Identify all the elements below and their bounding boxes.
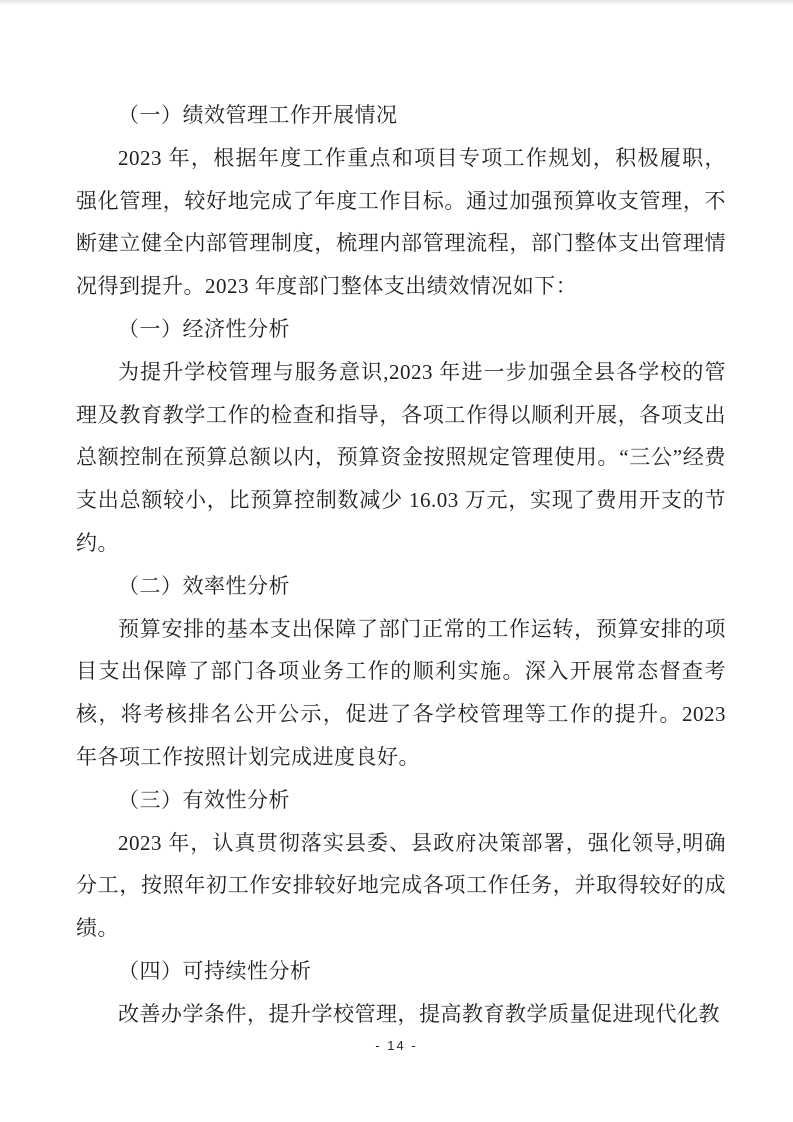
paragraph-effectiveness-analysis: 2023 年，认真贯彻落实县委、县政府决策部署，强化领导,明确分工，按照年初工作安排较好地完成各项工作任务，并取得较好的成绩。 [76, 830, 726, 941]
page-number: - 14 - [375, 1038, 418, 1053]
paragraph-economy-analysis: 为提升学校管理与服务意识,2023 年进一步加强全县各学校的管理及教育教学工作的检查和指导，各项工作得以顺利开展，各项支出总额控制在预算总额以内，预算资金按照规定管理使用。“三公”经费支出总额较小，比预算控制数减少 16.03 万元，实现了费用开支的节约。 [76, 359, 726, 555]
section-heading-economy-analysis: （一）经济性分析 [118, 316, 290, 341]
paragraph-efficiency-analysis: 预算安排的基本支出保障了部门正常的工作运转，预算安排的项目支出保障了部门各项业务工作的顺利实施。深入开展常态督查考核，将考核排名公开公示，促进了各学校管理等工作的提升。2023 年各项工作按照计划完成进度良好。 [76, 616, 726, 769]
section-heading-effectiveness-analysis: （三）有效性分析 [118, 787, 290, 812]
paragraph-sustainability-analysis: 改善办学条件，提升学校管理，提高教育教学质量促进现代化教 [118, 1001, 720, 1026]
paragraph-performance-management-overview: 2023 年，根据年度工作重点和项目专项工作规划，积极履职，强化管理，较好地完成了年度工作目标。通过加强预算收支管理，不断建立健全内部管理制度，梳理内部管理流程，部门整体支出管理情况得到提升。2023 年度部门整体支出绩效情况如下： [76, 145, 726, 299]
section-heading-performance-management-overview: （一）绩效管理工作开展情况 [118, 103, 398, 127]
section-heading-sustainability-analysis: （四）可持续性分析 [118, 958, 312, 983]
section-heading-efficiency-analysis: （二）效率性分析 [118, 573, 290, 598]
document-body [76, 94, 726, 1036]
